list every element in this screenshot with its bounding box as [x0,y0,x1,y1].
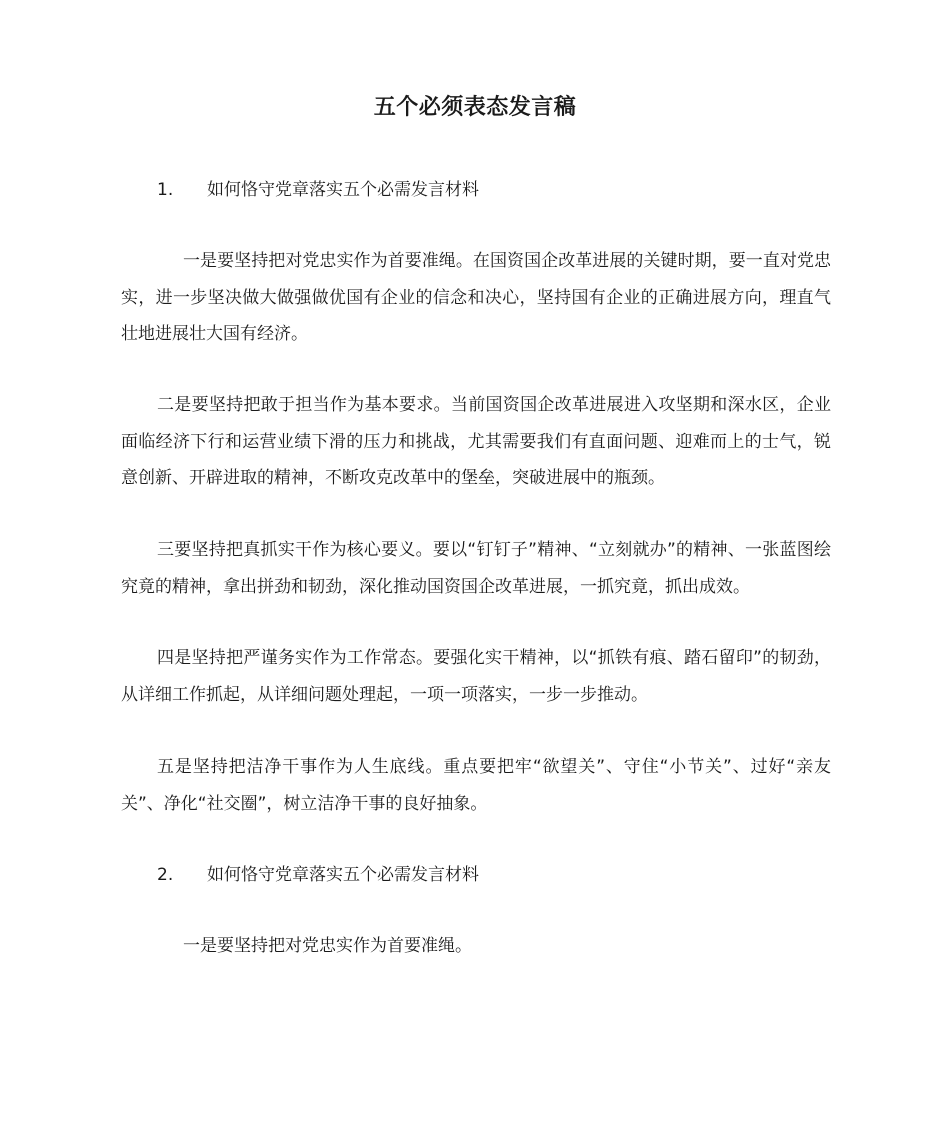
paragraph-2: 二是要坚持把敢于担当作为基本要求。当前国资国企改革进展进入攻坚期和深水区，企业面临经济下行和运营业绩下滑的压力和挑战，尤其需要我们有直面问题、迎难而上的士气，锐意创新、开辟进取的精神，不断攻克改革中的堡垒，突破进展中的瓶颈。 [121,395,831,488]
section-number-2: 2. [157,865,174,885]
section-heading-text-1: 如何恪守党章落实五个必需发言材料 [207,180,479,200]
section-heading-2 [157,863,479,887]
section-heading-text-2: 如何恪守党章落实五个必需发言材料 [207,865,479,885]
paragraph-1: 一是要坚持把对党忠实作为首要准绳。在国资国企改革进展的关键时期，要一直对党忠实，进一步坚决做大做强做优国有企业的信念和决心，坚持国有企业的正确进展方向，理直气壮地进展壮大国有经济。 [121,251,831,344]
section-number-1: 1. [157,180,174,200]
paragraph-4: 四是坚持把严谨务实作为工作常态。要强化实干精神，以“抓铁有痕、踏石留印”的韧劲，从详细工作抓起，从详细问题处理起，一项一项落实，一步一步推动。 [121,648,831,705]
paragraph-5: 五是坚持把洁净干事作为人生底线。重点要把牢“欲望关”、守住“小节关”、过好“亲友关”、净化“社交圈”，树立洁净干事的良好抽象。 [121,757,831,814]
paragraph-3: 三要坚持把真抓实干作为核心要义。要以“钉钉子”精神、“立刻就办”的精神、一张蓝图绘究竟的精神，拿出拼劲和韧劲，深化推动国资国企改革进展，一抓究竟，抓出成效。 [121,540,831,597]
document-title: 五个必须表态发言稿 [373,95,577,120]
paragraph-6: 一是要坚持把对党忠实作为首要准绳。 [183,936,472,956]
section-heading-1 [157,178,479,202]
